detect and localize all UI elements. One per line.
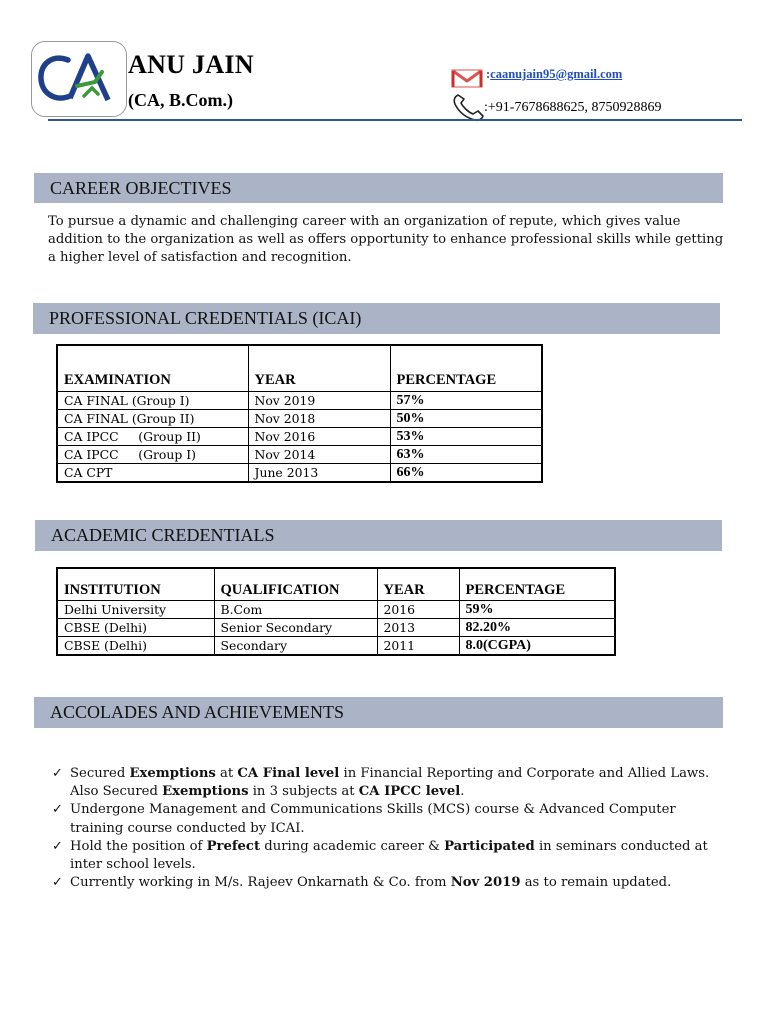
email-link[interactable]: caanujain95@gmail.com [490, 67, 623, 81]
text-run: during academic career & [260, 838, 445, 854]
column-header: INSTITUTION [57, 568, 214, 601]
text-run: at [215, 766, 238, 781]
section-title: ACADEMIC CREDENTIALS [51, 525, 275, 545]
bold-run: Participated [444, 838, 535, 854]
institution-cell: CBSE (Delhi) [57, 619, 214, 637]
text-run: Hold the position of [70, 838, 207, 854]
column-header: EXAMINATION [57, 345, 248, 392]
ca-logo [31, 41, 127, 117]
table-row [57, 601, 615, 619]
email-prefix: : [486, 67, 491, 81]
exam-cell: CA FINAL (Group I) [57, 392, 248, 410]
exam-cell: CA IPCC (Group I) [57, 446, 248, 464]
bold-run: Exemptions [129, 766, 216, 781]
phone-icon [451, 92, 485, 127]
column-header: YEAR [248, 345, 390, 392]
candidate-name: ANU JAIN [128, 50, 254, 79]
percentage-cell: 57% [390, 392, 542, 410]
table-row [57, 637, 615, 656]
text-run: Undergone Management and Communications Skills (MCS) course & Advanced Computer training course conducted by ICAI. [70, 802, 676, 836]
phone-number: :+91-7678688625, 8750928869 [484, 100, 662, 115]
text-run: Currently working in M/s. Rajeev Onkarnath & Co. from [70, 875, 451, 891]
section-title: CAREER OBJECTIVES [50, 177, 232, 198]
svg-text:CA: CA [32, 42, 34, 43]
list-item [52, 801, 732, 837]
email-line [486, 67, 622, 82]
bold-run: CA IPCC level [358, 784, 461, 800]
achievements-list [52, 765, 732, 892]
bold-run: Prefect [206, 838, 261, 854]
header-divider [48, 119, 742, 121]
academic-credentials-table [56, 567, 616, 656]
year-cell: Nov 2019 [248, 392, 390, 410]
text-run: in Financial Reporting and Corporate and Allied Laws. Also Secured [70, 766, 710, 800]
table-row [57, 464, 542, 483]
percentage-cell: 66% [390, 464, 542, 483]
check-icon: ✓ [52, 838, 63, 854]
year-cell: 2016 [377, 601, 459, 619]
year-cell: 2011 [377, 637, 459, 656]
section-accolades-achievements [34, 697, 723, 728]
column-header: PERCENTAGE [390, 345, 542, 392]
qualification-cell: Senior Secondary [214, 619, 377, 637]
table-row [57, 428, 542, 446]
text-run: in 3 subjects at [248, 784, 359, 800]
year-cell: 2013 [377, 619, 459, 637]
year-cell: Nov 2014 [248, 446, 390, 464]
professional-credentials-table [56, 344, 543, 483]
section-academic-credentials [35, 520, 722, 551]
percentage-cell: 50% [390, 410, 542, 428]
percentage-cell: 53% [390, 428, 542, 446]
percentage-cell: 63% [390, 446, 542, 464]
mail-icon [451, 68, 483, 93]
percentage-cell: 82.20% [459, 619, 615, 637]
text-run: in seminars conducted at inter school levels. [70, 838, 708, 873]
section-title: ACCOLADES AND ACHIEVEMENTS [50, 702, 345, 722]
text-run: Secured [70, 766, 130, 781]
check-icon: ✓ [52, 802, 63, 818]
section-professional-credentials [33, 303, 720, 334]
bold-run: Exemptions [162, 784, 249, 800]
bold-run: CA Final level [237, 766, 340, 781]
column-header: PERCENTAGE [459, 568, 615, 601]
qualification-cell: B.Com [214, 601, 377, 619]
list-item [52, 765, 732, 801]
list-item [52, 838, 732, 874]
column-header: YEAR [377, 568, 459, 601]
candidate-qualifications: (CA, B.Com.) [128, 90, 233, 110]
ca-logo-graphic [32, 42, 126, 116]
list-item [52, 874, 732, 892]
exam-cell: CA FINAL (Group II) [57, 410, 248, 428]
table-row [57, 392, 542, 410]
percentage-cell: 59% [459, 601, 615, 619]
table-row [57, 446, 542, 464]
column-header: QUALIFICATION [214, 568, 377, 601]
qualification-cell: Secondary [214, 637, 377, 656]
table-header-row [57, 345, 542, 392]
percentage-cell: 8.0(CGPA) [459, 637, 615, 656]
institution-cell: CBSE (Delhi) [57, 637, 214, 656]
text-run: as to remain updated. [520, 875, 672, 891]
exam-cell: CA CPT [57, 464, 248, 483]
check-icon: ✓ [52, 766, 63, 781]
career-objective-text: To pursue a dynamic and challenging career with an organization of repute, which gives value addition to the organization as well as offers opportunity to enhance professional skills while getting a higher level of satisfaction and recognition. [48, 214, 724, 266]
institution-cell: Delhi University [57, 601, 214, 619]
exam-cell: CA IPCC (Group II) [57, 428, 248, 446]
year-cell: Nov 2018 [248, 410, 390, 428]
table-row [57, 410, 542, 428]
check-icon: ✓ [52, 875, 63, 891]
table-row [57, 619, 615, 637]
bold-run: Nov 2019 [450, 875, 521, 891]
section-title: PROFESSIONAL CREDENTIALS (ICAI) [49, 308, 362, 328]
table-header-row [57, 568, 615, 601]
year-cell: Nov 2016 [248, 428, 390, 446]
text-run: . [460, 784, 465, 800]
section-career-objectives [34, 173, 723, 203]
year-cell: June 2013 [248, 464, 390, 483]
